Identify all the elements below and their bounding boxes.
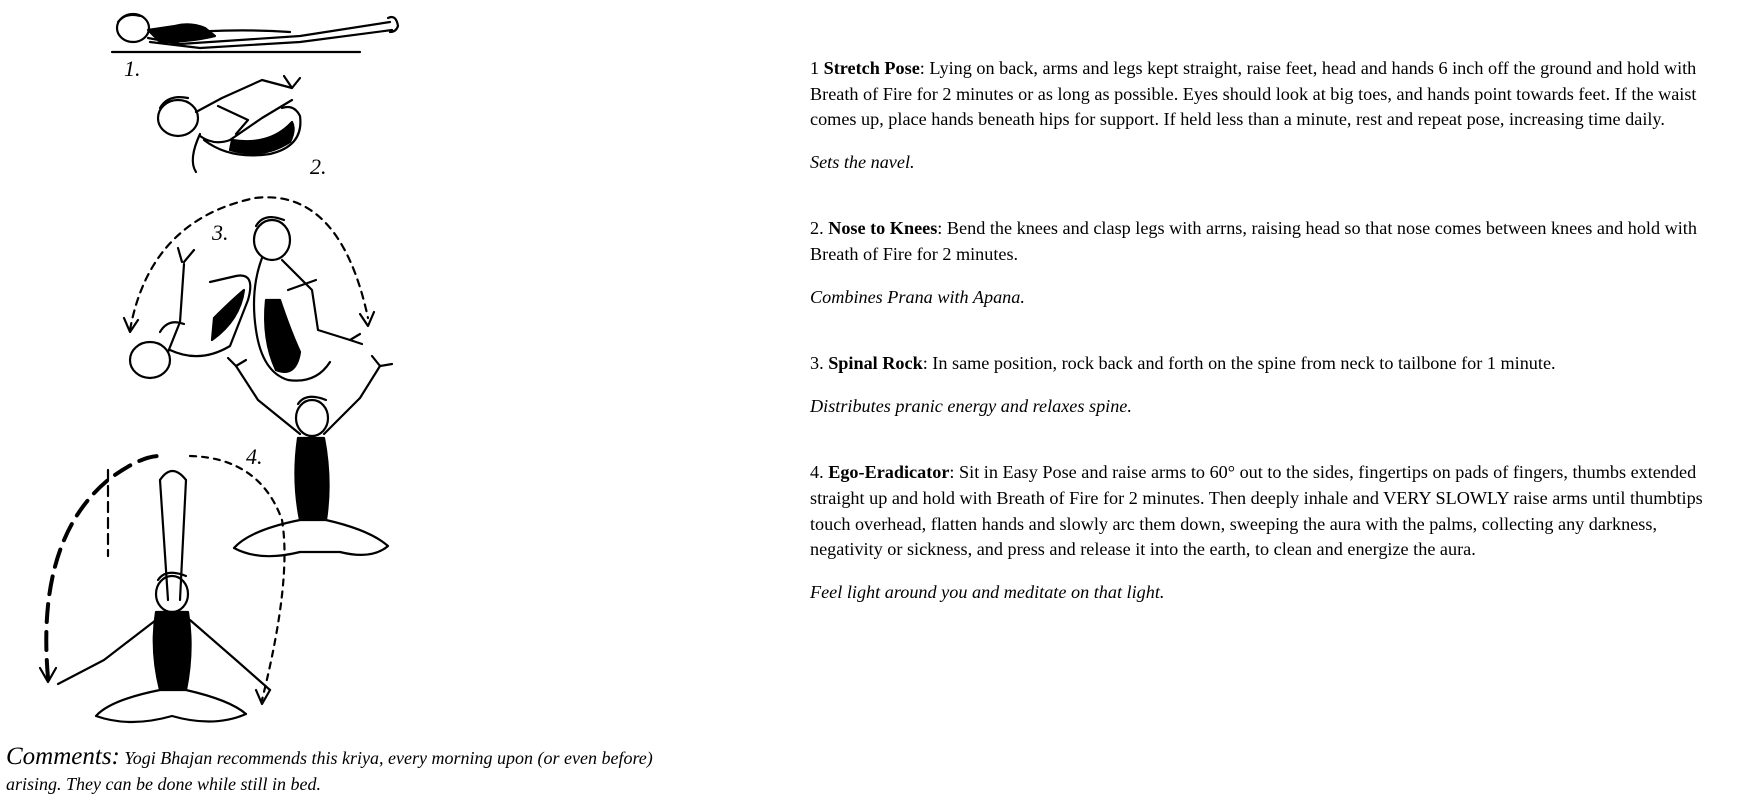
figure-ego-eradicator-arms-overhead bbox=[40, 456, 285, 722]
step-instructions: : Lying on back, arms and legs kept straight, raise feet, head and hands 6 inch off the ground and hold with Breath of Fire for 2 minutes or as long as possible. Eyes should look at big toes, and hands point towards feet. If the waist comes up, place hands beneath hips for support. If held less than a minute, rest and repeat pose, increasing time daily. bbox=[810, 58, 1697, 130]
step-name: Spinal Rock bbox=[828, 353, 923, 374]
step-number: 3. bbox=[810, 353, 824, 374]
step-spinal-rock bbox=[810, 351, 1730, 419]
step-name: Ego-Eradicator bbox=[828, 462, 950, 483]
step-instructions: : Bend the knees and clasp legs with arrns, raising head so that nose comes between knees and hold with Breath of Fire for 2 minutes. bbox=[810, 218, 1697, 264]
step-effect: Sets the navel. bbox=[810, 151, 915, 172]
step-instructions: : Sit in Easy Pose and raise arms to 60° out to the sides, fingertips on pads of fingers, thumbs extended straight up and hold with Breath of Fire for 2 minutes. Then deeply inhale and VERY SLOWLY raise arms until thumbtips touch overhead, flatten hands and slowly arc them down, sweeping the aura with the palms, collecting any darkness, negativity or sickness, and press and release it into the earth, to clean and energize the aura. bbox=[810, 462, 1703, 560]
comments bbox=[6, 744, 696, 797]
step-description bbox=[810, 460, 1730, 562]
step-number: 1 bbox=[810, 58, 820, 78]
step-effect: Feel light around you and meditate on that light. bbox=[810, 581, 1165, 602]
step-stretch-pose bbox=[810, 56, 1730, 175]
figure-number-1: 1. bbox=[124, 56, 141, 81]
exercise-illustration bbox=[0, 0, 700, 730]
figure-number-4: 4. bbox=[246, 444, 263, 469]
step-number: 4. bbox=[810, 462, 824, 483]
step-list bbox=[810, 56, 1730, 646]
figure-spinal-rock bbox=[124, 197, 374, 380]
step-name: Stretch Pose bbox=[823, 58, 920, 78]
step-effect: Distributes pranic energy and relaxes spine. bbox=[810, 395, 1132, 416]
comments-text: Yogi Bhajan recommends this kriya, every morning upon (or even before) arising. They can be done while still in bed. bbox=[6, 748, 653, 794]
step-effect: Combines Prana with Apana. bbox=[810, 286, 1025, 307]
step-description bbox=[810, 351, 1730, 377]
step-number: 2. bbox=[810, 218, 824, 239]
step-instructions: : In same position, rock back and forth on the spine from neck to tailbone for 1 minute. bbox=[922, 353, 1556, 374]
step-nose-to-knees bbox=[810, 216, 1730, 310]
figure-number-2: 2. bbox=[310, 154, 327, 179]
figure-number-3: 3. bbox=[212, 220, 229, 245]
comments-label: Comments: bbox=[6, 743, 120, 770]
step-description bbox=[810, 56, 1730, 133]
figure-nose-to-knees bbox=[158, 76, 327, 179]
figure-stretch-pose bbox=[112, 14, 398, 81]
step-ego-eradicator bbox=[810, 460, 1730, 605]
figure-ego-eradicator-arms-out bbox=[228, 356, 392, 556]
step-name: Nose to Knees bbox=[828, 218, 938, 239]
step-description bbox=[810, 216, 1730, 267]
